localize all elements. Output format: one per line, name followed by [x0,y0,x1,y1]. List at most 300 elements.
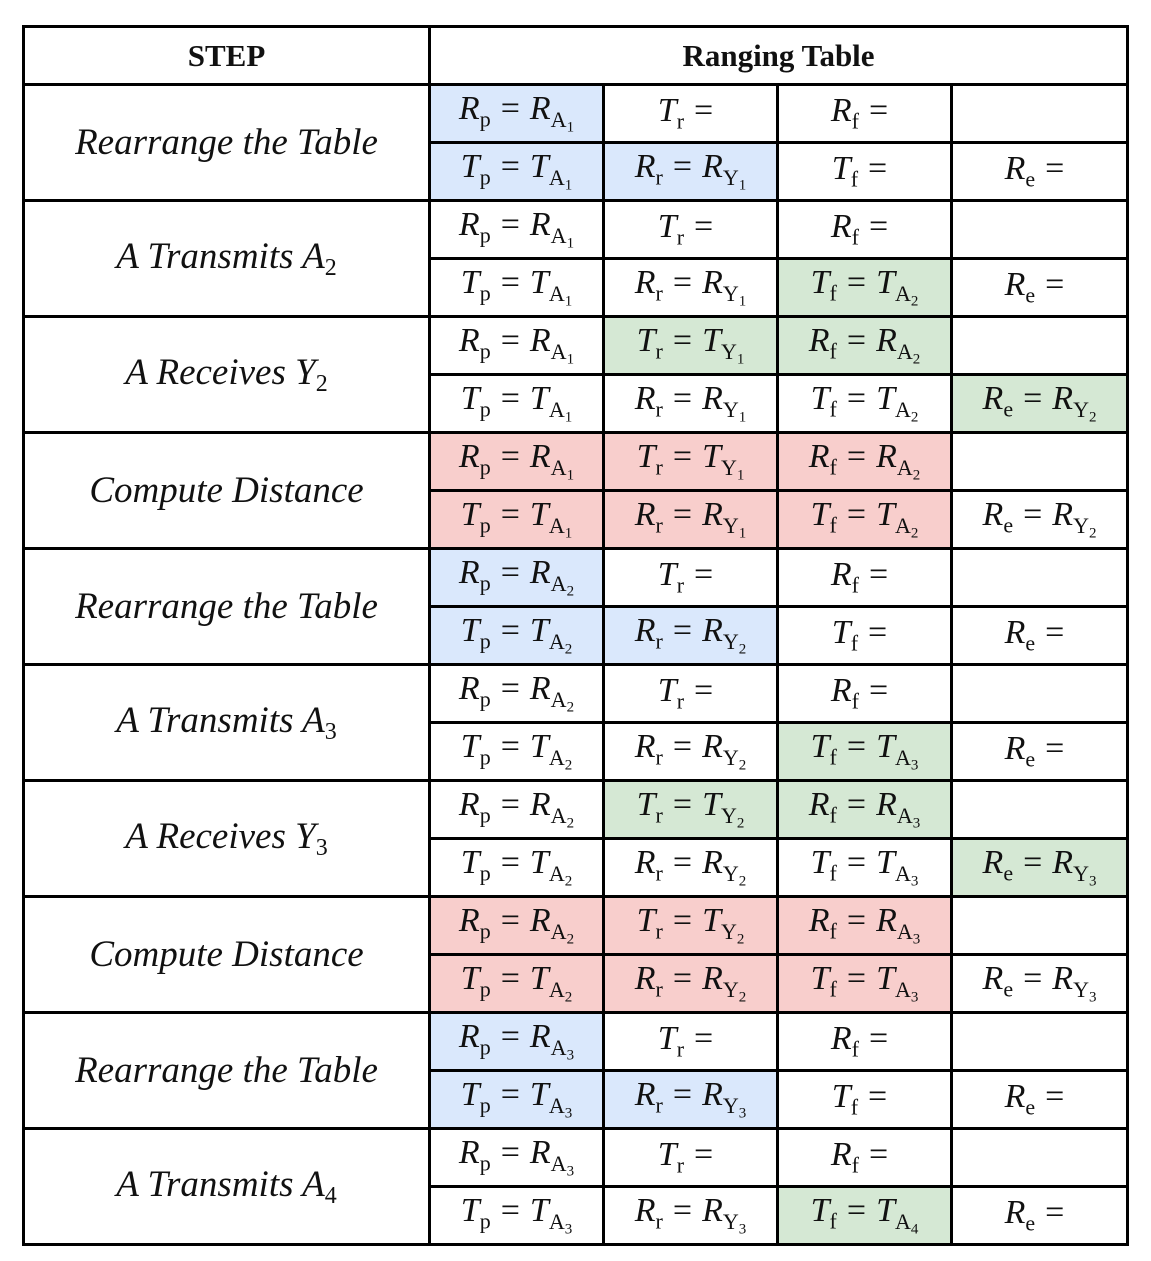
cell-symbol: T [657,1136,677,1174]
table-cell [604,85,778,143]
cell-value-subscript: A2 [550,919,575,948]
cell-symbol: R [458,902,480,940]
table-cell [604,723,778,781]
step-label [24,897,430,1013]
equals-sign: = [672,1076,693,1114]
cell-value: R [702,612,723,650]
equals-sign: = [500,322,520,360]
table-cell [430,665,604,723]
cell-value: T [702,902,721,940]
cell-value-index: 1 [564,293,573,310]
cell-subscript: r [676,108,685,134]
step-subscript: 2 [324,255,337,282]
cell-symbol: T [657,1020,677,1058]
cell-value-subscript: A2 [894,513,919,542]
cell-symbol: R [982,380,1004,418]
table-row [24,549,1128,607]
equals-sign: = [846,786,867,824]
cell-value-index: 1 [566,235,575,252]
cell-symbol: R [458,1018,480,1056]
cell-symbol: R [458,670,480,708]
cell-subscript: p [479,977,491,1003]
cell-symbol: T [657,92,677,130]
cell-subscript: p [479,803,491,829]
cell-value-index: 1 [566,119,575,136]
step-label [24,665,430,781]
cell-value-subscript: Y3 [722,1209,747,1238]
cell-value-index: 1 [564,177,573,194]
step-text [75,1050,378,1091]
cell-symbol: R [808,438,830,476]
cell-value-index: 2 [912,351,921,368]
table-cell [430,433,604,491]
equals-sign: = [500,960,520,998]
cell-subscript: r [655,397,663,423]
cell-subscript: f [829,455,837,481]
cell-subscript: p [479,919,491,945]
equals-sign: = [500,148,520,186]
equals-sign: = [500,1076,520,1114]
cell-value: R [702,496,723,534]
cell-value-index: 1 [738,409,747,426]
cell-subscript: e [1025,282,1036,308]
equals-sign: = [500,90,520,128]
cell-symbol: R [634,264,656,302]
equals-sign: = [694,208,714,246]
cell-value-subscript: Y3 [1073,977,1097,1006]
step-text [75,122,378,163]
cell-subscript: p [479,745,491,771]
table-cell [778,1187,952,1245]
cell-value: T [529,1076,549,1114]
table-cell [778,1071,952,1129]
table-cell [952,723,1128,781]
cell-value-subscript: Y1 [720,455,745,484]
cell-value-index: 2 [566,699,575,716]
equals-sign: = [694,92,714,130]
cell-value-subscript: Y2 [1073,397,1097,426]
cell-value: R [529,206,551,244]
table-body [24,85,1128,1245]
table-row [24,433,1128,491]
step-text [75,586,378,627]
cell-value-index: 2 [738,641,747,658]
cell-symbol: R [634,612,656,650]
cell-value-subscript: A1 [550,455,575,484]
step-label [24,1129,430,1245]
cell-value-subscript: Y3 [1073,861,1097,890]
step-label [24,781,430,897]
cell-symbol: R [830,1136,852,1174]
table-cell [778,1129,952,1187]
cell-subscript: r [676,1036,685,1062]
cell-subscript: f [851,1036,859,1062]
cell-symbol: R [1004,266,1026,304]
equals-sign: = [500,728,520,766]
cell-value: T [702,786,721,824]
cell-value-subscript: A4 [894,1209,919,1238]
equals-sign: = [846,728,867,766]
cell-symbol: T [636,438,656,476]
cell-value: T [529,380,549,418]
cell-value: T [702,438,721,476]
table-cell [778,317,952,375]
cell-value: R [529,786,551,824]
equals-sign: = [1023,960,1043,998]
table-cell [952,375,1128,433]
cell-value-subscript: Y1 [720,339,745,368]
cell-subscript: f [829,1209,837,1235]
cell-subscript: r [655,165,663,191]
cell-value: T [529,496,549,534]
table-cell [952,143,1128,201]
table-cell [952,839,1128,897]
cell-value-index: 3 [910,989,919,1006]
cell-value: T [876,728,895,766]
cell-value-index: 2 [910,525,919,542]
table-cell [952,607,1128,665]
equals-sign: = [846,438,867,476]
cell-subscript: e [1003,861,1014,887]
equals-sign: = [672,612,693,650]
equals-sign: = [868,1078,888,1116]
cell-value: R [702,148,723,186]
table-cell [778,897,952,955]
empty-cell [952,1129,1128,1187]
table-cell [778,549,952,607]
cell-subscript: p [479,165,491,191]
cell-subscript: f [829,339,837,365]
cell-symbol: R [634,380,656,418]
empty-cell [952,665,1128,723]
cell-symbol: R [458,206,480,244]
table-cell [604,143,778,201]
cell-value: R [1052,844,1074,882]
step-subscript: 2 [315,371,328,398]
cell-symbol: T [831,150,851,188]
equals-sign: = [694,1020,714,1058]
cell-value: R [702,1192,723,1230]
cell-value-subscript: A2 [896,339,921,368]
step-text [125,351,328,398]
cell-value-index: 3 [566,1163,575,1180]
table-cell [778,839,952,897]
cell-value-index: 2 [738,757,747,774]
cell-symbol: T [810,264,830,302]
equals-sign: = [868,208,889,246]
cell-value-index: 1 [736,351,745,368]
cell-value-subscript: A2 [548,629,573,658]
cell-value: T [876,844,895,882]
empty-cell [952,317,1128,375]
cell-symbol: T [810,960,830,998]
cell-value-index: 3 [912,815,921,832]
cell-value-subscript: A2 [548,861,573,890]
equals-sign: = [672,264,693,302]
cell-symbol: R [1004,730,1026,768]
cell-subscript: r [655,803,663,829]
cell-value-index: 3 [910,873,919,890]
table-cell [604,375,778,433]
cell-value-subscript: A3 [894,745,919,774]
table-cell [604,1187,778,1245]
cell-subscript: p [479,223,491,249]
cell-value: T [529,960,549,998]
cell-value-index: 3 [912,931,921,948]
table-cell [778,607,952,665]
step-label [24,1013,430,1129]
cell-subscript: f [851,108,859,134]
cell-value: R [876,438,897,476]
cell-value-index: 2 [1088,409,1097,426]
equals-sign: = [868,672,889,710]
cell-value: R [702,264,723,302]
cell-value: T [876,264,895,302]
cell-value: R [529,438,551,476]
equals-sign: = [500,902,520,940]
equals-sign: = [846,960,867,998]
equals-sign: = [672,902,693,940]
table-row [24,1129,1128,1187]
cell-symbol: T [657,556,677,594]
cell-value-index: 1 [738,177,747,194]
cell-subscript: p [479,455,491,481]
cell-subscript: p [479,339,491,365]
cell-symbol: R [458,438,480,476]
cell-value: R [529,554,551,592]
cell-value-subscript: A1 [548,165,573,194]
cell-value: R [876,902,897,940]
table-cell [778,955,952,1013]
cell-symbol: T [460,844,480,882]
equals-sign: = [500,612,520,650]
equals-sign: = [672,322,693,360]
cell-value-index: 2 [910,409,919,426]
cell-value-index: 2 [564,989,573,1006]
cell-value: R [876,322,897,360]
cell-symbol: R [1004,1078,1026,1116]
cell-value-subscript: A3 [894,977,919,1006]
empty-cell [952,433,1128,491]
table-cell [604,665,778,723]
cell-subscript: p [479,1035,491,1061]
step-name: Rearrange the Table [75,1050,378,1091]
equals-sign: = [672,438,693,476]
cell-subscript: f [850,166,859,192]
cell-value-index: 3 [738,1105,747,1122]
table-cell [604,955,778,1013]
cell-value-subscript: A3 [548,1209,573,1238]
table-cell [604,317,778,375]
table-cell [430,1187,604,1245]
step-name: A Transmits [116,699,303,741]
cell-value-index: 2 [566,815,575,832]
cell-value-subscript: A3 [550,1151,575,1180]
step-text [116,235,337,282]
cell-value: T [876,380,895,418]
step-label [24,201,430,317]
cell-subscript: p [479,861,491,887]
cell-subscript: e [1025,1210,1036,1236]
cell-symbol: R [458,554,480,592]
cell-subscript: f [851,1152,859,1178]
equals-sign: = [1045,266,1065,304]
cell-symbol: R [458,322,480,360]
cell-value: R [529,670,551,708]
equals-sign: = [846,380,867,418]
cell-value-subscript: Y1 [722,165,747,194]
cell-subscript: f [829,397,837,423]
cell-symbol: T [460,960,480,998]
equals-sign: = [868,150,888,188]
cell-subscript: f [829,977,837,1003]
step-name: Compute Distance [89,934,364,975]
table-row [24,665,1128,723]
cell-subscript: e [1003,977,1014,1003]
cell-subscript: p [479,397,491,423]
cell-value-index: 2 [564,757,573,774]
cell-symbol: T [831,1078,851,1116]
table-cell [778,85,952,143]
cell-symbol: R [830,1020,852,1058]
step-name: A Transmits [116,235,303,277]
equals-sign: = [694,556,714,594]
cell-symbol: T [810,728,830,766]
cell-value-index: 3 [564,1221,573,1238]
header-row [24,27,1128,85]
cell-symbol: T [636,786,656,824]
table-cell [778,433,952,491]
table-row [24,897,1128,955]
cell-symbol: R [982,844,1004,882]
cell-value-index: 3 [1088,989,1097,1006]
table-cell [604,259,778,317]
table-cell [778,723,952,781]
cell-value-index: 1 [738,293,747,310]
cell-subscript: f [829,861,837,887]
cell-symbol: R [830,672,852,710]
cell-subscript: p [479,513,491,539]
cell-symbol: T [657,672,677,710]
cell-symbol: T [460,728,480,766]
cell-symbol: R [1004,614,1026,652]
table-cell [604,1071,778,1129]
cell-value-subscript: Y2 [722,629,747,658]
table-cell [430,201,604,259]
equals-sign: = [846,496,867,534]
cell-subscript: f [829,919,837,945]
cell-subscript: f [851,688,859,714]
equals-sign: = [672,728,693,766]
cell-value-subscript: Y2 [720,919,745,948]
table-cell [952,1187,1128,1245]
equals-sign: = [868,1136,889,1174]
empty-cell [952,781,1128,839]
cell-symbol: R [634,960,656,998]
cell-value-subscript: A2 [550,571,575,600]
cell-symbol: R [808,786,830,824]
cell-value: R [529,902,551,940]
cell-symbol: R [634,1192,656,1230]
cell-value-index: 1 [736,467,745,484]
ranging-table [22,25,1129,1246]
cell-subscript: r [655,629,663,655]
table-cell [430,781,604,839]
equals-sign: = [500,1018,520,1056]
cell-value: R [1052,380,1074,418]
cell-subscript: r [655,745,663,771]
table-cell [778,781,952,839]
cell-value-index: 1 [564,525,573,542]
cell-subscript: r [676,1152,685,1178]
step-label [24,549,430,665]
table-cell [430,1129,604,1187]
cell-subscript: r [655,1209,663,1235]
cell-value-subscript: Y3 [722,1093,747,1122]
cell-value-index: 2 [738,873,747,890]
cell-value: R [529,1018,551,1056]
cell-value-subscript: Y2 [720,803,745,832]
cell-subscript: e [1025,630,1036,656]
empty-cell [952,85,1128,143]
cell-value: R [702,960,723,998]
table-cell [778,201,952,259]
cell-subscript: f [829,745,837,771]
equals-sign: = [868,556,889,594]
equals-sign: = [500,496,520,534]
cell-subscript: e [1025,746,1036,772]
table-row [24,1013,1128,1071]
equals-sign: = [500,1192,520,1230]
step-text [116,699,337,746]
cell-subscript: p [479,281,491,307]
cell-value-index: 3 [1088,873,1097,890]
table-row [24,781,1128,839]
table-cell [952,955,1128,1013]
cell-value-subscript: A2 [550,803,575,832]
cell-value: R [1052,496,1074,534]
cell-value: T [529,148,549,186]
step-variable: A [302,699,325,741]
equals-sign: = [500,206,520,244]
table-cell [430,85,604,143]
cell-value: R [702,1076,723,1114]
cell-symbol: R [808,902,830,940]
step-column-header: STEP [24,27,430,85]
equals-sign: = [500,554,520,592]
table-cell [778,1013,952,1071]
cell-symbol: T [657,208,677,246]
equals-sign: = [868,1020,889,1058]
equals-sign: = [1045,730,1065,768]
cell-symbol: T [636,902,656,940]
table-cell [604,1013,778,1071]
cell-value-index: 2 [564,641,573,658]
cell-value-subscript: A2 [548,977,573,1006]
cell-subscript: f [850,1094,859,1120]
cell-subscript: r [676,688,685,714]
equals-sign: = [1045,1194,1065,1232]
equals-sign: = [1023,380,1043,418]
step-subscript: 3 [315,835,328,862]
cell-value-subscript: Y2 [722,861,747,890]
cell-subscript: r [655,339,663,365]
cell-symbol: R [982,960,1004,998]
table-cell [430,259,604,317]
cell-value-index: 2 [736,815,745,832]
cell-value-subscript: Y2 [722,745,747,774]
cell-symbol: T [810,844,830,882]
